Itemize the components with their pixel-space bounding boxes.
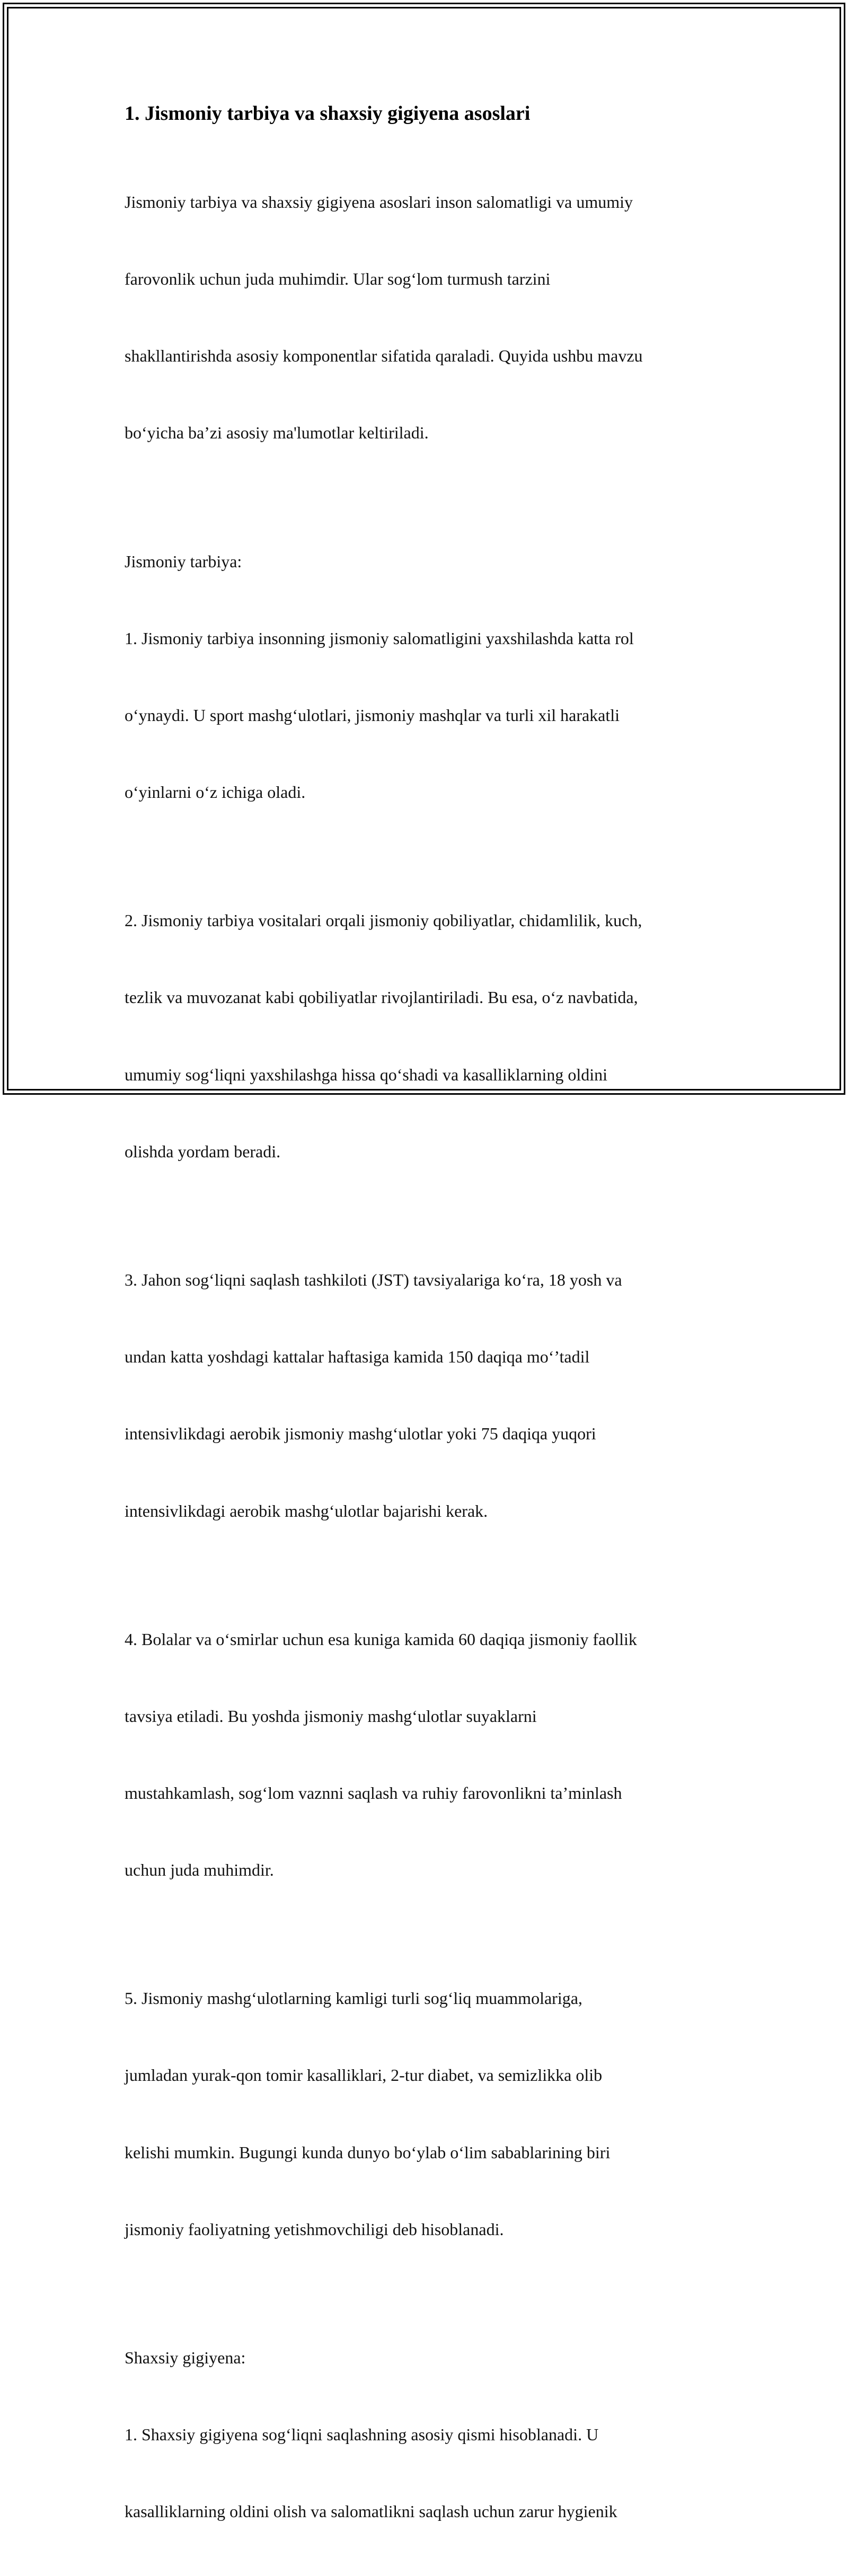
body-line: kasalliklarning oldini olish va salomatlikni saqlash uchun zarur hygienik [125, 2502, 617, 2521]
document-title: 1. Jismoniy tarbiya va shaxsiy gigiyena asoslari [125, 102, 531, 125]
body-line: kelishi mumkin. Bugungi kunda dunyo bo‘ylab o‘lim sabablarining biri [125, 2142, 611, 2162]
body-line: tezlik va muvozanat kabi qobiliyatlar rivojlantiriladi. Bu esa, o‘z navbatida, [125, 988, 638, 1007]
body-line: 4. Bolalar va o‘smirlar uchun esa kuniga kamida 60 daqiqa jismoniy faollik [125, 1629, 637, 1649]
body-line: 1. Shaxsiy gigiyena sog‘liqni saqlashning asosiy qismi hisoblanadi. U [125, 2425, 599, 2445]
body-line: o‘yinlarni o‘z ichiga oladi. [125, 783, 306, 802]
body-line: farovonlik uchun juda muhimdir. Ular sog‘lom turmush tarzini [125, 269, 551, 289]
body-line: 2. Jismoniy tarbiya vositalari orqali jismoniy qobiliyatlar, chidamlilik, kuch, [125, 911, 642, 930]
body-line: Jismoniy tarbiya va shaxsiy gigiyena asoslari inson salomatligi va umumiy [125, 192, 633, 212]
body-line: olishda yordam beradi. [125, 1141, 281, 1161]
body-line: uchun juda muhimdir. [125, 1860, 274, 1880]
body-line: 3. Jahon sog‘liqni saqlash tashkiloti (JST) tavsiyalariga ko‘ra, 18 yosh va [125, 1270, 622, 1289]
body-line: undan katta yoshdagi kattalar haftasiga kamida 150 daqiqa mo‘’tadil [125, 1347, 590, 1367]
body-line: shakllantirishda asosiy komponentlar sifatida qaraladi. Quyida ushbu mavzu [125, 346, 643, 366]
body-line: jismoniy faoliyatning yetishmovchiligi deb hisoblanadi. [125, 2219, 504, 2239]
section-heading-shaxsiy-gigiyena: Shaxsiy gigiyena: [125, 2348, 246, 2367]
body-line: umumiy sog‘liqni yaxshilashga hissa qo‘shadi va kasalliklarning oldini [125, 1065, 607, 1084]
body-line: intensivlikdagi aerobik mashg‘ulotlar bajarishi kerak. [125, 1501, 488, 1520]
body-line: 5. Jismoniy mashg‘ulotlarning kamligi turli sog‘liq muammolariga, [125, 1989, 582, 2008]
body-line: tavsiya etiladi. Bu yoshda jismoniy mashg‘ulotlar suyaklarni [125, 1706, 537, 1726]
body-line: intensivlikdagi aerobik jismoniy mashg‘ulotlar yoki 75 daqiqa yuqori [125, 1424, 596, 1444]
document-page [125, 99, 729, 2576]
body-line: jumladan yurak-qon tomir kasalliklari, 2-tur diabet, va semizlikka olib [125, 2065, 603, 2085]
body-line: o‘ynaydi. U sport mashg‘ulotlari, jismoniy mashqlar va turli xil harakatli [125, 705, 620, 725]
body-line: 1. Jismoniy tarbiya insonning jismoniy salomatligini yaxshilashda katta rol [125, 628, 634, 648]
section-heading-jismoniy-tarbiya: Jismoniy tarbiya: [125, 551, 242, 571]
body-line: mustahkamlash, sog‘lom vaznni saqlash va ruhiy farovonlikni ta’minlash [125, 1783, 622, 1803]
document-body [125, 138, 729, 2576]
body-line: bo‘yicha ba’zi asosiy ma'lumotlar keltiriladi. [125, 423, 429, 443]
